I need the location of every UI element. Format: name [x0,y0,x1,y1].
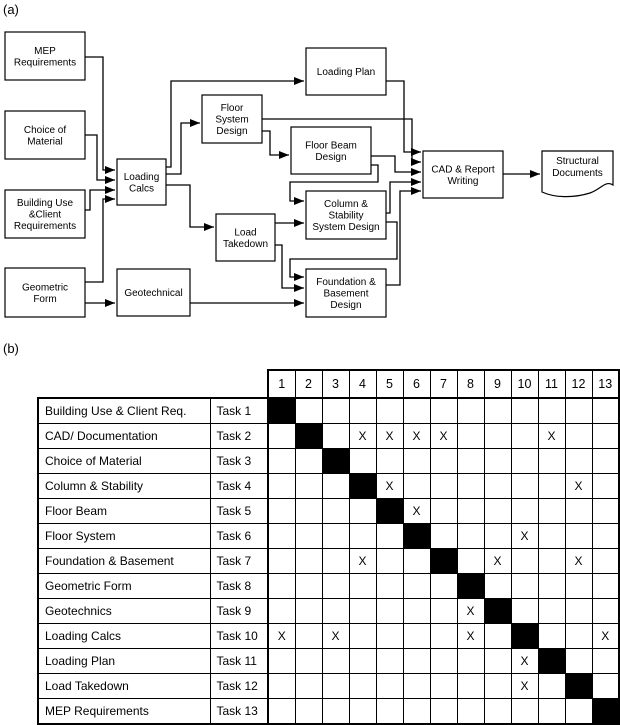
matrix-cell [457,398,484,424]
matrix-cell [565,424,592,449]
matrix-cell [538,624,565,649]
matrix-cell [430,674,457,699]
matrix-cell [403,699,430,725]
box-label-line: Design [315,151,347,163]
matrix-cell [538,524,565,549]
matrix-cell [538,449,565,474]
row-name: Geometric Form [38,574,210,599]
matrix-cell [403,549,430,574]
matrix-cell [376,398,403,424]
matrix-cell [403,624,430,649]
matrix-cell [511,699,538,725]
box-label-line: Loading Plan [316,67,376,78]
table-row [38,699,619,725]
matrix-dependency-mark: X [268,624,295,649]
table-row [38,474,619,499]
edge-geometric-to-loading-calcs [85,199,115,282]
flowchart-box-cad-report-writing [423,151,503,198]
matrix-cell [457,449,484,474]
matrix-cell [349,674,376,699]
row-name: Loading Plan [38,649,210,674]
row-name: Choice of Material [38,449,210,474]
row-task-label: Task 13 [210,699,268,725]
matrix-cell [403,474,430,499]
matrix-dependency-mark: X [403,499,430,524]
column-header-6: 6 [403,370,430,398]
matrix-cell [430,599,457,624]
matrix-cell [349,624,376,649]
matrix-cell [565,574,592,599]
matrix-diagonal-cell [592,699,619,725]
document-box-structural-documents [542,151,613,197]
matrix-cell [538,499,565,524]
matrix-cell [403,449,430,474]
box-label-line: Load [234,227,257,239]
matrix-cell [457,674,484,699]
matrix-cell [268,499,295,524]
matrix-cell [430,499,457,524]
column-header-13: 13 [592,370,619,398]
matrix-cell [538,474,565,499]
edge-floor-system-to-floor-beam [262,131,289,155]
box-label-line: Calcs [128,183,155,195]
column-header-10: 10 [511,370,538,398]
matrix-cell [430,449,457,474]
row-task-label: Task 1 [210,398,268,424]
edge-foundation-to-cad [386,191,421,285]
row-task-label: Task 8 [210,574,268,599]
edge-mep-to-loading-calcs [85,57,115,170]
matrix-cell [592,474,619,499]
matrix-cell [457,499,484,524]
box-label-line: System [215,114,249,126]
row-task-label: Task 6 [210,524,268,549]
matrix-cell [322,549,349,574]
box-label-line: Basement [323,288,369,300]
row-name: Load Takedown [38,674,210,699]
corner-blank-task [210,370,268,398]
matrix-cell [538,699,565,725]
matrix-cell [484,524,511,549]
matrix-cell [403,674,430,699]
matrix-cell [592,599,619,624]
matrix-diagonal-cell [349,474,376,499]
box-label-line: Design [330,300,362,311]
matrix-cell [268,449,295,474]
matrix-cell [565,599,592,624]
box-label-line: &Client [28,209,62,221]
matrix-cell [268,699,295,725]
matrix-dependency-mark: X [322,624,349,649]
matrix-cell [376,699,403,725]
matrix-cell [511,599,538,624]
matrix-cell [592,424,619,449]
matrix-cell [349,449,376,474]
row-task-label: Task 2 [210,424,268,449]
matrix-cell [295,649,322,674]
matrix-cell [511,499,538,524]
matrix-dependency-mark: X [430,424,457,449]
row-task-label: Task 10 [210,624,268,649]
matrix-cell [295,549,322,574]
matrix-cell [295,599,322,624]
matrix-diagonal-cell [376,499,403,524]
edge-loading-calcs-to-load-takedown [166,185,214,227]
box-label-line: Requirements [13,221,77,232]
column-header-8: 8 [457,370,484,398]
matrix-cell [268,524,295,549]
row-name: Column & Stability [38,474,210,499]
matrix-diagonal-cell [484,599,511,624]
matrix-cell [295,398,322,424]
matrix-cell [376,524,403,549]
matrix-cell [538,549,565,574]
matrix-dependency-mark: X [565,549,592,574]
matrix-dependency-mark: X [511,674,538,699]
flowchart-box-choice-of-material [5,111,85,159]
matrix-cell [592,649,619,674]
matrix-cell [592,398,619,424]
matrix-cell [403,574,430,599]
matrix-cell [349,524,376,549]
matrix-cell [484,424,511,449]
row-name: Geotechnics [38,599,210,624]
matrix-cell [484,674,511,699]
matrix-cell [565,699,592,725]
box-label-line: Requirements [13,57,77,69]
matrix-cell [322,649,349,674]
box-label-line: Form [33,293,57,305]
matrix-cell [376,649,403,674]
matrix-cell [484,449,511,474]
box-label-line: Geometric [21,282,69,294]
box-label-line: Choice of [23,124,67,136]
flowchart-box-column-stability [306,191,386,239]
matrix-cell [268,549,295,574]
matrix-cell [376,599,403,624]
matrix-cell [565,624,592,649]
matrix-dependency-mark: X [511,649,538,674]
matrix-cell [268,574,295,599]
flowchart-box-loading-calcs [117,159,166,205]
box-label-line: Building Use [16,198,74,209]
matrix-cell [295,524,322,549]
matrix-cell [268,599,295,624]
matrix-cell [511,424,538,449]
column-header-7: 7 [430,370,457,398]
matrix-cell [430,699,457,725]
matrix-cell [484,474,511,499]
matrix-cell [430,474,457,499]
matrix-cell [538,398,565,424]
column-header-5: 5 [376,370,403,398]
matrix-cell [322,398,349,424]
matrix-cell [565,649,592,674]
corner-blank-name [38,370,210,398]
matrix-header-row [38,370,619,398]
document-label-line: Structural [556,156,599,167]
matrix-cell [268,424,295,449]
matrix-cell [457,424,484,449]
matrix-cell [403,599,430,624]
matrix-cell [295,499,322,524]
edge-building-to-loading-calcs [85,190,115,210]
column-header-1: 1 [268,370,295,398]
matrix-cell [565,449,592,474]
box-label-line: CAD & Report [431,164,495,176]
table-row [38,424,619,449]
matrix-cell [511,449,538,474]
matrix-cell [511,474,538,499]
matrix-cell [376,449,403,474]
matrix-cell [322,474,349,499]
row-task-label: Task 4 [210,474,268,499]
matrix-cell [565,398,592,424]
flowchart-box-geotechnical [117,269,190,316]
matrix-cell [403,649,430,674]
matrix-cell [592,499,619,524]
matrix-cell [565,524,592,549]
matrix-cell [322,499,349,524]
box-label-line: Loading [123,171,160,183]
matrix-dependency-mark: X [376,424,403,449]
matrix-cell [430,398,457,424]
box-label-line: Takedown [222,238,269,250]
matrix-cell [484,574,511,599]
matrix-cell [322,524,349,549]
matrix-cell [403,398,430,424]
matrix-cell [484,499,511,524]
matrix-cell [484,649,511,674]
matrix-cell [322,574,349,599]
matrix-cell [592,549,619,574]
matrix-dependency-mark: X [457,599,484,624]
matrix-cell [268,474,295,499]
row-task-label: Task 9 [210,599,268,624]
matrix-cell [565,499,592,524]
matrix-diagonal-cell [565,674,592,699]
matrix-cell [349,699,376,725]
table-row [38,649,619,674]
flowchart-box-load-takedown [216,214,275,261]
column-header-9: 9 [484,370,511,398]
matrix-cell [322,699,349,725]
design-process-flowchart [0,0,620,340]
box-label-line: System Design [312,222,380,233]
table-row [38,624,619,649]
matrix-cell [430,624,457,649]
box-label-line: Column & [324,199,368,210]
matrix-diagonal-cell [295,424,322,449]
matrix-cell [484,398,511,424]
matrix-cell [295,699,322,725]
matrix-cell [268,649,295,674]
matrix-cell [268,674,295,699]
row-task-label: Task 11 [210,649,268,674]
row-name: MEP Requirements [38,699,210,725]
matrix-diagonal-cell [322,449,349,474]
table-row [38,674,619,699]
box-label-line: Floor Beam [305,140,357,152]
column-header-3: 3 [322,370,349,398]
table-row [38,499,619,524]
matrix-cell [349,649,376,674]
matrix-cell [511,398,538,424]
matrix-cell [322,674,349,699]
column-header-4: 4 [349,370,376,398]
row-name: Loading Calcs [38,624,210,649]
matrix-cell [349,574,376,599]
matrix-cell [457,549,484,574]
column-header-11: 11 [538,370,565,398]
flowchart-box-loading-plan [306,48,386,95]
matrix-cell [295,574,322,599]
row-name: Floor System [38,524,210,549]
matrix-cell [511,549,538,574]
table-row [38,599,619,624]
flowchart-box-building-use [5,190,85,238]
matrix-cell [484,624,511,649]
table-row [38,449,619,474]
matrix-cell [592,574,619,599]
matrix-cell [457,649,484,674]
matrix-cell [484,699,511,725]
part-b-label: (b) [3,341,19,356]
matrix-cell [322,424,349,449]
box-label-line: Material [27,136,63,148]
row-name: CAD/ Documentation [38,424,210,449]
matrix-diagonal-cell [511,624,538,649]
matrix-diagonal-cell [457,574,484,599]
matrix-cell [376,624,403,649]
flowchart-box-floor-system [202,95,262,143]
matrix-cell [592,524,619,549]
matrix-cell [376,549,403,574]
matrix-cell [295,474,322,499]
row-name: Building Use & Client Req. [38,398,210,424]
flowchart-box-floor-beam [291,127,371,174]
matrix-dependency-mark: X [511,524,538,549]
flowchart-box-geometric-form [5,268,85,317]
table-row [38,549,619,574]
column-header-2: 2 [295,370,322,398]
column-header-12: 12 [565,370,592,398]
matrix-cell [457,474,484,499]
box-label-line: Design [216,126,248,137]
matrix-diagonal-cell [538,649,565,674]
matrix-cell [457,699,484,725]
row-name: Foundation & Basement [38,549,210,574]
table-row [38,524,619,549]
matrix-cell [538,574,565,599]
matrix-cell [376,674,403,699]
edge-loading-plan-to-cad [386,81,421,152]
matrix-cell [349,398,376,424]
matrix-cell [538,599,565,624]
table-row [38,398,619,424]
matrix-cell [349,499,376,524]
dsm-table [37,369,620,725]
matrix-cell [295,624,322,649]
box-label-line: MEP [34,45,56,57]
matrix-dependency-mark: X [403,424,430,449]
edge-choice-to-loading-calcs [85,135,115,180]
matrix-cell [376,574,403,599]
document-label-line: Documents [552,168,603,179]
matrix-cell [592,674,619,699]
matrix-cell [511,574,538,599]
flowchart-box-mep-requirements [5,32,85,80]
matrix-cell [322,599,349,624]
matrix-cell [430,574,457,599]
matrix-diagonal-cell [268,398,295,424]
matrix-diagonal-cell [403,524,430,549]
matrix-cell [592,449,619,474]
matrix-dependency-mark: X [457,624,484,649]
matrix-dependency-mark: X [376,474,403,499]
edge-column-to-cad [386,182,421,213]
matrix-cell [457,524,484,549]
matrix-dependency-mark: X [538,424,565,449]
row-name: Floor Beam [38,499,210,524]
matrix-cell [430,524,457,549]
row-task-label: Task 7 [210,549,268,574]
matrix-dependency-mark: X [592,624,619,649]
matrix-cell [295,449,322,474]
matrix-cell [295,674,322,699]
matrix-cell [538,674,565,699]
box-label-line: Writing [447,175,479,187]
matrix-diagonal-cell [430,549,457,574]
box-label-line: Foundation & [316,277,376,288]
flowchart-box-foundation-basement [306,269,386,317]
part-a-label: (a) [3,2,19,17]
matrix-cell [430,649,457,674]
matrix-dependency-mark: X [565,474,592,499]
matrix-dependency-mark: X [349,424,376,449]
box-label-line: Floor [220,103,244,114]
matrix-cell [349,599,376,624]
matrix-dependency-mark: X [349,549,376,574]
row-task-label: Task 12 [210,674,268,699]
row-task-label: Task 3 [210,449,268,474]
row-task-label: Task 5 [210,499,268,524]
matrix-dependency-mark: X [484,549,511,574]
box-label-line: Geotechnical [124,288,183,299]
box-label-line: Stability [328,210,364,222]
table-row [38,574,619,599]
design-structure-matrix [37,369,620,725]
